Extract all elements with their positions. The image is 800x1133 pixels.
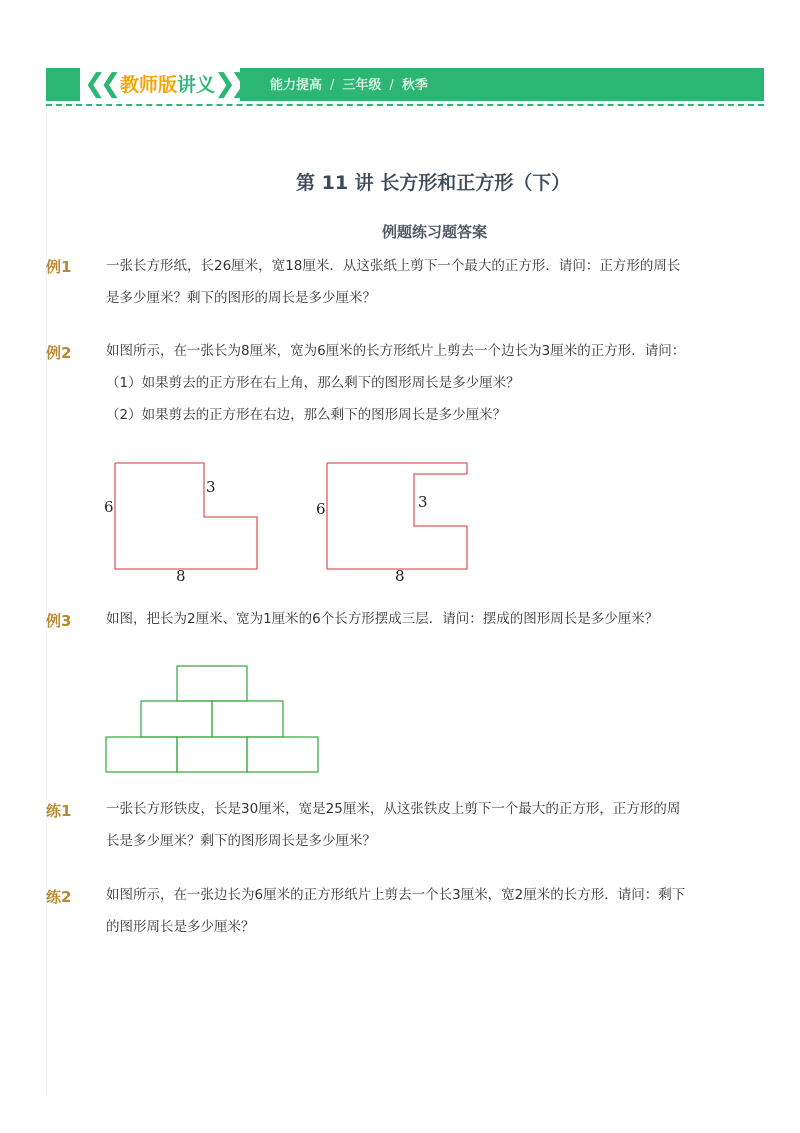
problem-label: 例1: [46, 258, 72, 276]
problem-label: 练2: [46, 888, 72, 906]
problem-text-line: 的图形周长是多少厘米？: [106, 919, 255, 935]
pyramid-block: [247, 737, 318, 772]
problem-text-line: 长是多少厘米？剩下的图形周长是多少厘米？: [106, 833, 376, 849]
problem-text-line: 如图所示，在一张边长为6厘米的正方形纸片上剪去一个长3厘米，宽2厘米的长方形．请问：剩下: [106, 887, 686, 903]
pyramid-block: [141, 701, 212, 737]
pyramid-block: [212, 701, 283, 737]
problem-text-line: 如图所示，在一张长为8厘米，宽为6厘米的长方形纸片上剪去一个边长为3厘米的正方形．请问：: [106, 343, 686, 359]
badge-title-part1: 教师版: [120, 74, 178, 96]
pyramid-block: [106, 737, 177, 772]
section-title: 例题练习题答案: [382, 223, 488, 241]
problem-text-line: （1）如果剪去的正方形在右上角，那么剩下的图形周长是多少厘米？: [106, 375, 520, 391]
figure1-cut-label: 3: [206, 478, 216, 496]
figure1-side-label: 6: [104, 498, 114, 516]
crumb-separator: /: [330, 78, 335, 93]
problem-label: 例3: [46, 612, 72, 630]
crumb-grade: 三年级: [342, 78, 382, 93]
figure2-side-label: 6: [316, 500, 326, 518]
badge-title-part2: 讲义: [177, 74, 216, 96]
problem-text-line: （2）如果剪去的正方形在右边，那么剩下的图形周长是多少厘米？: [106, 407, 507, 423]
crumb-season: 秋季: [401, 78, 428, 93]
pyramid-block: [177, 737, 247, 772]
pyramid-block: [177, 666, 247, 701]
problem-label: 练1: [46, 802, 72, 820]
problem-label: 例2: [46, 344, 72, 362]
problem-text-line: 一张长方形铁皮，长是30厘米，宽是25厘米，从这张铁皮上剪下一个最大的正方形，正方形的周: [106, 801, 681, 817]
crumb-level: 能力提高: [270, 78, 323, 93]
crumb-separator: /: [389, 78, 394, 93]
problem-text-line: 是多少厘米？剩下的图形的周长是多少厘米？: [106, 290, 376, 306]
figure1-bottom-label: 8: [176, 567, 186, 585]
figure2-cut-label: 3: [418, 493, 428, 511]
lesson-title: 第 11 讲 长方形和正方形（下）: [296, 172, 571, 194]
figure2-bottom-label: 8: [395, 567, 405, 585]
chevron-left-icon: ❮❮: [84, 69, 116, 99]
problem-text-line: 一张长方形纸，长26厘米，宽18厘米．从这张纸上剪下一个最大的正方形．请问：正方形的周长: [106, 258, 681, 274]
chevron-right-icon: ❯❯: [214, 69, 246, 99]
problem-text-line: 如图，把长为2厘米、宽为1厘米的6个长方形摆成三层．请问：摆成的图形周长是多少厘米？: [106, 611, 659, 627]
